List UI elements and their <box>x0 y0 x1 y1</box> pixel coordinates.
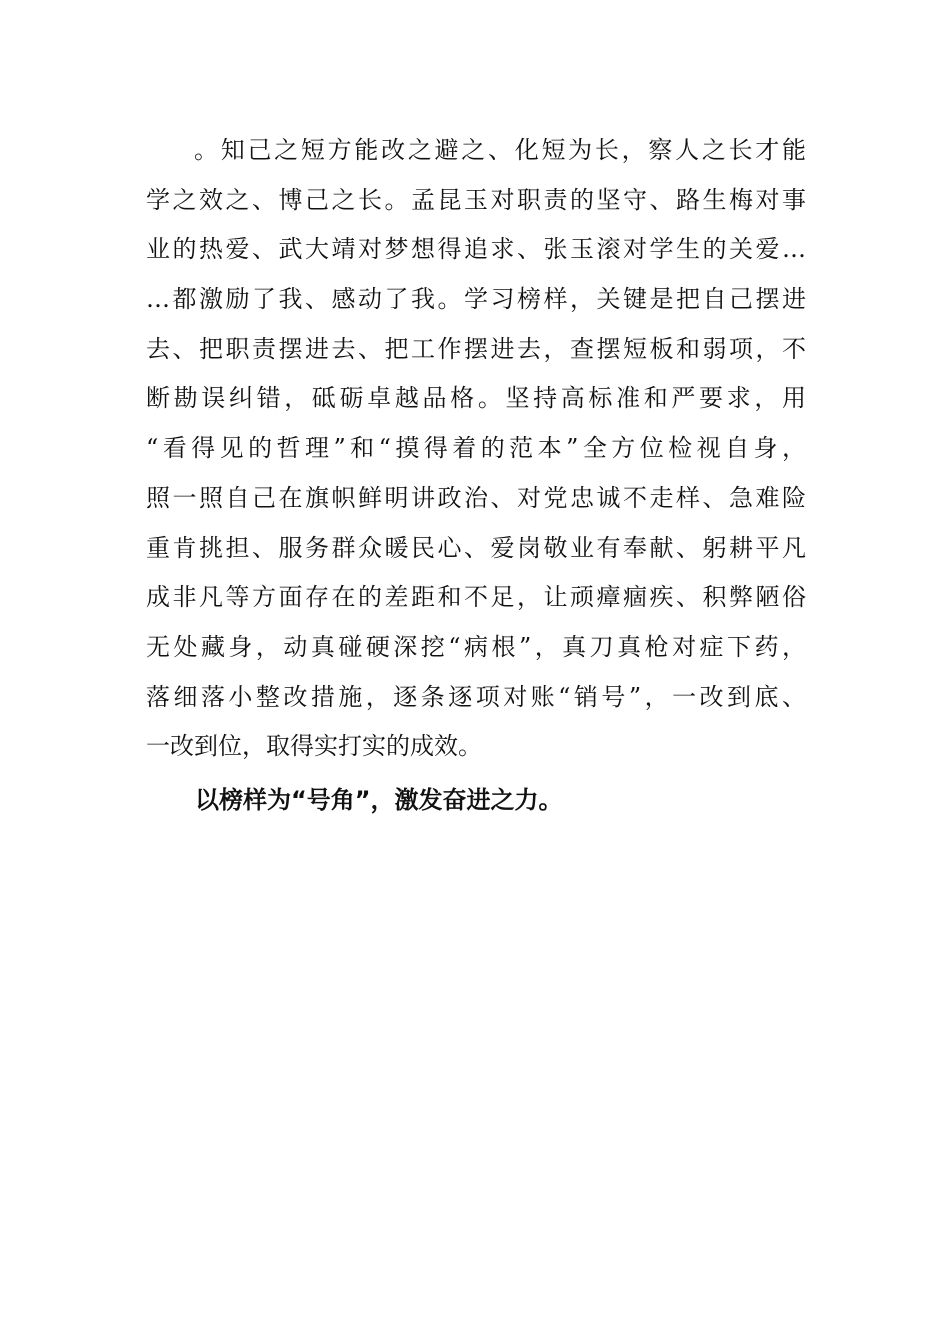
paragraph-line: 重肯挑担、服务群众暖民心、爱岗敬业有奉献、躬耕平凡 <box>146 533 806 562</box>
paragraph-line: 学之效之、博己之长。孟昆玉对职责的坚守、路生梅对事 <box>146 185 806 214</box>
paragraph-line: 一改到位，取得实打实的成效。 <box>146 732 482 761</box>
paragraph-line: 。知己之短方能改之避之、化短为长，察人之长才能 <box>194 136 806 164</box>
paragraph-line: 断勘误纠错，砥砺卓越品格。坚持高标准和严要求，用 <box>146 384 806 413</box>
body-paragraph <box>146 126 806 772</box>
paragraph-line: 照一照自己在旗帜鲜明讲政治、对党忠诚不走样、急难险 <box>146 483 806 512</box>
paragraph-line: 落细落小整改措施，逐条逐项对账“销号”，一改到底、 <box>146 682 806 711</box>
paragraph-line: 业的热爱、武大靖对梦想得追求、张玉滚对学生的关爱… <box>146 235 806 264</box>
paragraph-line: “看得见的哲理”和“摸得着的范本”全方位检视自身， <box>146 434 806 463</box>
paragraph-line: …都激励了我、感动了我。学习榜样，关键是把自己摆进 <box>146 285 806 314</box>
section-heading: 以榜样为“号角”，激发奋进之力。 <box>195 786 563 814</box>
paragraph-line: 成非凡等方面存在的差距和不足，让顽瘴痼疾、积弊陋俗 <box>146 583 806 612</box>
paragraph-line: 无处藏身，动真碰硬深挖“病根”，真刀真枪对症下药， <box>146 632 806 661</box>
paragraph-line: 去、把职责摆进去、把工作摆进去，查摆短板和弱项，不 <box>146 334 806 363</box>
